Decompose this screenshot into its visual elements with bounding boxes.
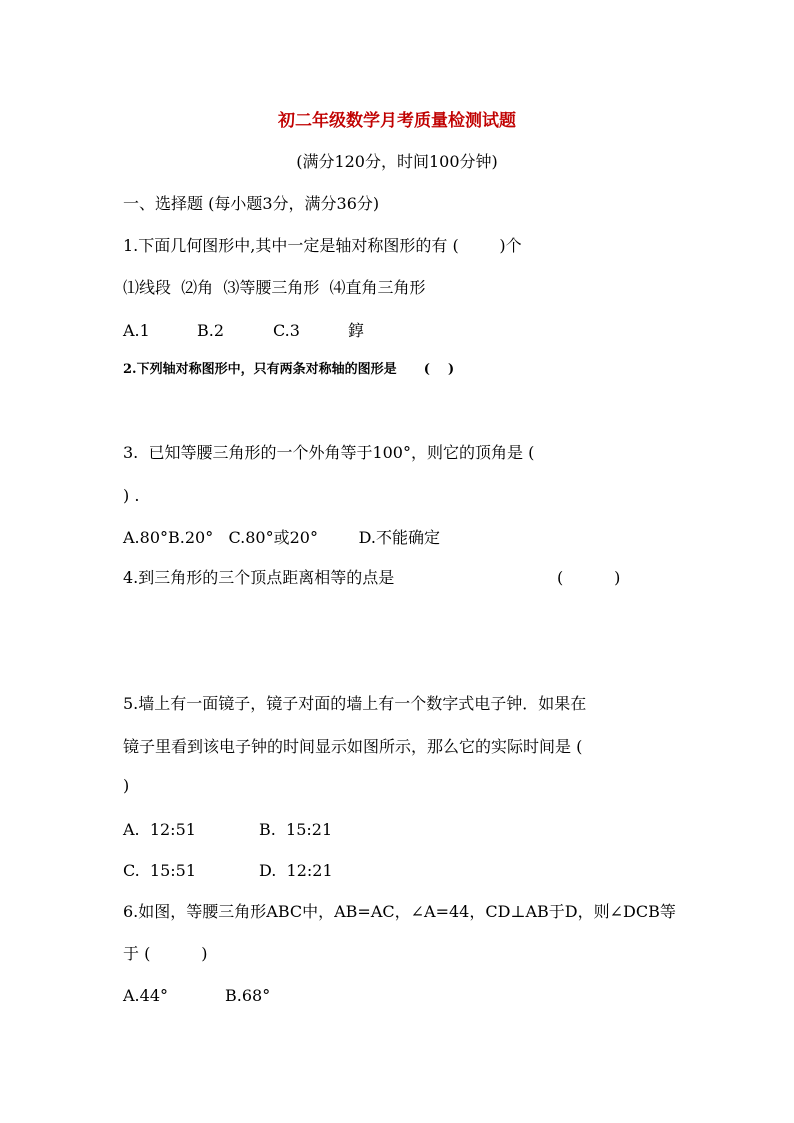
page-subtitle: (满分120分，时间100分钟) (296, 152, 498, 171)
option-a: A. 12:51 (123, 820, 196, 839)
question-6-stem-line2: 于 ( ) (123, 944, 208, 963)
option-a: A.1 (123, 321, 150, 340)
question-2-stem: 2.下列轴对称图形中，只有两条对称轴的图形是 ( ) (123, 362, 455, 377)
option-a: A.44° (123, 986, 168, 1005)
question-6-stem-line1: 6.如图，等腰三角形ABC中，AB=AC，∠A=44，CD⊥AB于D，则∠DCB等 (123, 902, 676, 921)
page-title: 初二年级数学月考质量检测试题 (278, 111, 516, 131)
question-3-stem-line2: ) . (123, 486, 140, 505)
question-5-stem-line1: 5.墙上有一面镜子，镜子对面的墙上有一个数字式电子钟．如果在 (123, 694, 587, 713)
option-c: C.3 (273, 321, 300, 340)
question-5-options-row1 (123, 820, 523, 840)
option-b: B.2 (197, 321, 225, 340)
question-3-options: A.80°B.20° C.80°或20° D.不能确定 (123, 528, 440, 547)
question-5-options-row2 (123, 861, 523, 881)
option-d: D. 12:21 (259, 861, 333, 880)
option-b: B.68° (225, 986, 271, 1005)
option-c: C. 15:51 (123, 861, 197, 880)
question-4-stem: 4.到三角形的三个顶点距离相等的点是 (123, 568, 395, 587)
option-d: 錞 (348, 321, 365, 340)
question-4 (123, 568, 643, 588)
question-5-stem-line2: 镜子里看到该电子钟的时间显示如图所示，那么它的实际时间是 ( (123, 737, 583, 756)
question-1-items: ⑴线段 ⑵角 ⑶等腰三角形 ⑷直角三角形 (123, 278, 426, 297)
question-5-stem-line3: ) (123, 776, 130, 795)
option-b: B. 15:21 (259, 820, 333, 839)
question-1-options (123, 321, 523, 341)
question-1-stem: 1.下面几何图形中,其中一定是轴对称图形的有 ( )个 (123, 236, 522, 255)
section-heading: 一、选择题 (每小题3分，满分36分) (123, 194, 380, 213)
question-4-paren: ( ) (557, 568, 621, 587)
question-6-options (123, 986, 523, 1006)
question-3-stem-line1: 3. 已知等腰三角形的一个外角等于100°，则它的顶角是 ( (123, 443, 535, 462)
